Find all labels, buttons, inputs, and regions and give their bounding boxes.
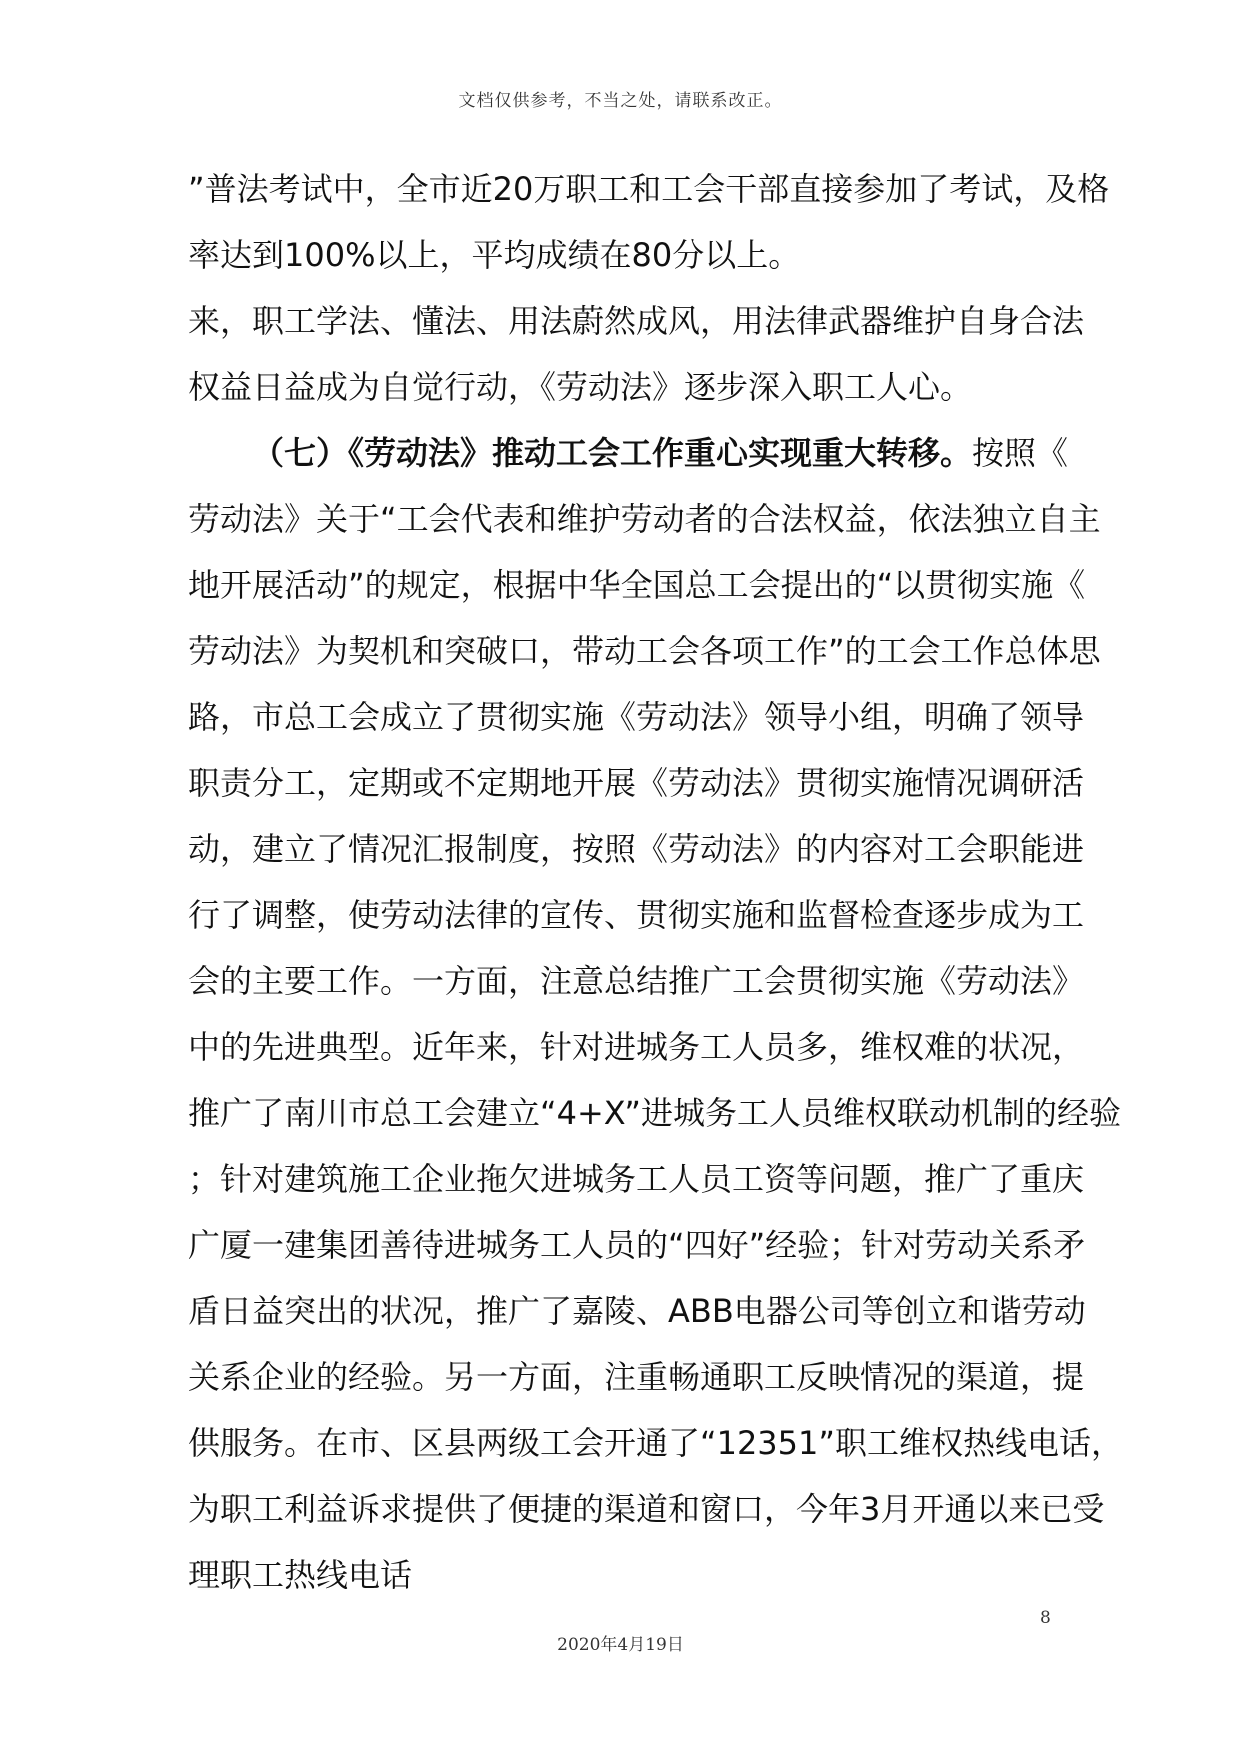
text-line: 行了调整，使劳动法律的宣传、贯彻实施和监督检查逐步成为工 bbox=[188, 896, 1085, 934]
text-line: 盾日益突出的状况，推广了嘉陵、ABB电器公司等创立和谐劳动 bbox=[188, 1292, 1086, 1330]
text-line: 动，建立了情况汇报制度，按照《劳动法》的内容对工会职能进 bbox=[188, 830, 1085, 868]
page-header-note: 文档仅供参考，不当之处，请联系改正。 bbox=[458, 91, 783, 111]
text-line: 权益日益成为自觉行动，《劳动法》逐步深入职工人心。 bbox=[188, 368, 973, 406]
text-line: 路，市总工会成立了贯彻实施《劳动法》领导小组，明确了领导 bbox=[188, 698, 1085, 736]
document-body bbox=[188, 156, 1123, 1608]
text-line: 关系企业的经验。另一方面，注重畅通职工反映情况的渠道，提 bbox=[188, 1358, 1085, 1396]
page-footer-date: 2020年4月19日 bbox=[557, 1635, 684, 1655]
text-line: 中的先进典型。近年来，针对进城务工人员多，维权难的状况， bbox=[188, 1028, 1085, 1066]
text-line: 理职工热线电话 bbox=[188, 1556, 413, 1594]
text-line: 来，职工学法、懂法、用法蔚然成风，用法律武器维护自身合法 bbox=[188, 302, 1085, 340]
text-line: 为职工利益诉求提供了便捷的渠道和窗口，今年3月开通以来已受 bbox=[188, 1490, 1105, 1528]
text-line: 劳动法》关于“工会代表和维护劳动者的合法权益，依法独立自主 bbox=[188, 500, 1101, 538]
text-line: 地开展活动”的规定，根据中华全国总工会提出的“以贯彻实施《 bbox=[188, 566, 1086, 604]
text-line: 推广了南川市总工会建立“4+X”进城务工人员维权联动机制的经验 bbox=[188, 1094, 1121, 1132]
text-line: 率达到100%以上，平均成绩在80分以上。 bbox=[188, 236, 801, 274]
text-line: 劳动法》为契机和突破口，带动工会各项工作”的工会工作总体思 bbox=[188, 632, 1101, 670]
text-line: 会的主要工作。一方面，注意总结推广工会贯彻实施《劳动法》 bbox=[188, 962, 1085, 1000]
text-line: ；针对建筑施工企业拖欠进城务工人员工资等问题，推广了重庆 bbox=[188, 1160, 1085, 1198]
text-line: ”普法考试中，全市近20万职工和工会干部直接参加了考试，及格 bbox=[188, 170, 1110, 208]
text-line: 供服务。在市、区县两级工会开通了“12351”职工维权热线电话， bbox=[188, 1424, 1123, 1462]
text-line: 广厦一建集团善待进城务工人员的“四好”经验；针对劳动关系矛 bbox=[188, 1226, 1086, 1264]
section-heading: （七）《劳动法》推动工会工作重心实现重大转移。 bbox=[252, 434, 973, 472]
section-heading-line bbox=[188, 420, 1069, 486]
text-line: 职责分工，定期或不定期地开展《劳动法》贯彻实施情况调研活 bbox=[188, 764, 1085, 802]
page-number: 8 bbox=[1040, 1608, 1051, 1628]
section-heading-continuation: 按照《 bbox=[972, 434, 1069, 472]
